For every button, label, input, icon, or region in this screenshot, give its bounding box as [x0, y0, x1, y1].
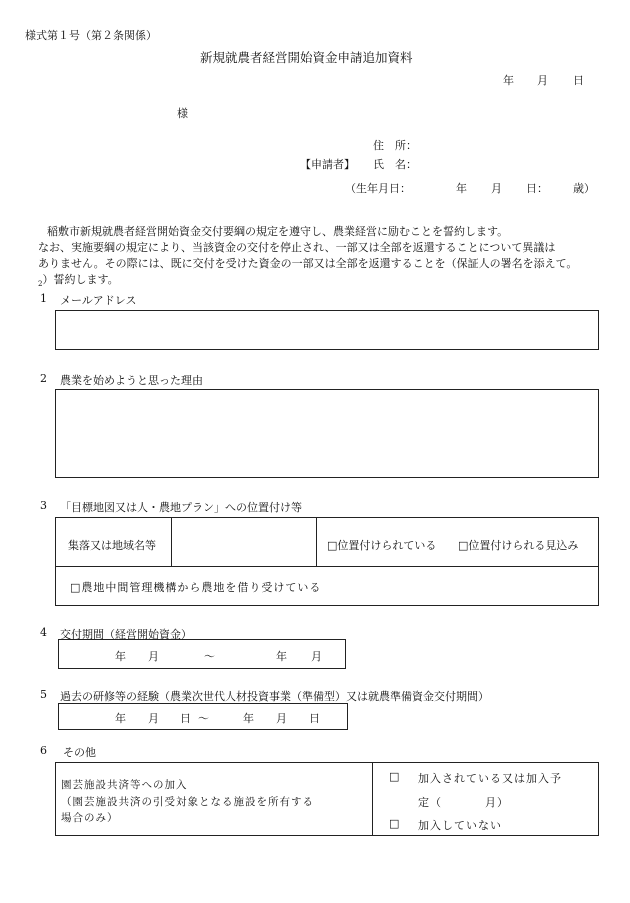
training-to-year: 年	[243, 712, 254, 725]
section-6-number: 6	[40, 744, 47, 757]
section-6-title: その他	[63, 746, 96, 759]
date-day: 日	[573, 74, 584, 87]
addressee-suffix: 様	[177, 107, 188, 120]
section-2-number: 2	[40, 372, 47, 385]
date-month: 月	[537, 74, 548, 87]
section-5-title: 過去の研修等の経験（農業次世代人材投資事業（準備型）又は就農準備資金交付期間）	[60, 690, 489, 703]
pledge-line-2: なお、実施要綱の規定により、当該資金の交付を停止され、一部又は全部を返還することについて異議は	[38, 241, 556, 254]
pledge-line-3: ありません。その際には、既に交付を受けた資金の一部又は全部を返還することを（保証人の署名を添えて。	[38, 257, 578, 270]
section-5-number: 5	[40, 688, 47, 701]
applicant-label: 【申請者】	[300, 158, 355, 171]
insurance-table-divider	[372, 762, 373, 836]
lease-checkbox[interactable]: □農地中間管理機構から農地を借り受けている	[70, 581, 322, 594]
period-to-year: 年	[276, 650, 287, 663]
insurance-label-line-1: 園芸施設共済等への加入	[61, 779, 188, 791]
not-joined-checkbox[interactable]: □	[389, 817, 400, 830]
training-to-day: 日	[309, 712, 320, 725]
section-1-title: メールアドレス	[60, 294, 137, 307]
period-from-month: 月	[148, 650, 159, 663]
plan-table-col-divider-1	[171, 517, 172, 566]
training-from-month: 月	[148, 712, 159, 725]
pledge-line-4	[38, 271, 119, 288]
pledge-line-1: 稲敷市新規就農者経営開始資金交付要綱の規定を遵守し、農業経営に励むことを誓約します。	[47, 225, 509, 238]
training-from-year: 年	[115, 712, 126, 725]
section-1-number: 1	[40, 292, 47, 305]
section-3-number: 3	[40, 499, 47, 512]
area-label: 集落又は地域名等	[68, 539, 156, 552]
training-to-month: 月	[276, 712, 287, 725]
reason-field[interactable]	[55, 389, 599, 478]
positioned-checkbox[interactable]: □位置付けられている	[327, 539, 437, 552]
training-from-day: 日	[180, 712, 191, 725]
birth-day: 日：	[526, 182, 548, 195]
form-id: 様式第１号（第２条関係）	[25, 29, 157, 42]
training-tilde: ～	[198, 712, 209, 725]
plan-table-col-divider-2	[316, 517, 317, 566]
period-box	[58, 639, 346, 669]
email-field[interactable]	[55, 310, 599, 350]
not-joined-label: 加入していない	[418, 819, 502, 832]
birth-age: 歳）	[573, 182, 595, 195]
birth-year: 年	[456, 182, 467, 195]
expected-checkbox[interactable]: □位置付けられる見込み	[458, 539, 579, 552]
period-to-month: 月	[311, 650, 322, 663]
joined-plan-month: 月）	[485, 796, 509, 809]
address-label: 住 所：	[373, 139, 417, 152]
insurance-label-line-3: 場合のみ）	[61, 812, 119, 824]
insurance-label-line-2: （園芸施設共済の引受対象となる施設を所有する	[61, 796, 314, 808]
birth-month: 月	[491, 182, 502, 195]
page-title: 新規就農者経営開始資金申請追加資料	[200, 50, 413, 65]
section-3-title: 「目標地図又は人・農地プラン」への位置付け等	[60, 501, 302, 514]
section-4-title: 交付期間（経営開始資金）	[60, 628, 192, 641]
period-tilde: ～	[204, 650, 215, 663]
section-2-title: 農業を始めようと思った理由	[60, 374, 203, 387]
joined-label: 加入されている又は加入予	[418, 772, 562, 785]
birth-prefix: （生年月日：	[345, 182, 411, 195]
period-from-year: 年	[115, 650, 126, 663]
joined-checkbox[interactable]: □	[389, 770, 400, 783]
pledge-line-4-text: ）誓約します。	[42, 273, 119, 286]
date-year: 年	[503, 74, 514, 87]
pledge-line-4-mark: 2	[38, 280, 43, 289]
section-4-number: 4	[40, 626, 47, 639]
plan-table-row-divider	[55, 566, 599, 567]
name-label: 氏 名：	[373, 158, 417, 171]
joined-plan-prefix: 定（	[418, 796, 442, 809]
